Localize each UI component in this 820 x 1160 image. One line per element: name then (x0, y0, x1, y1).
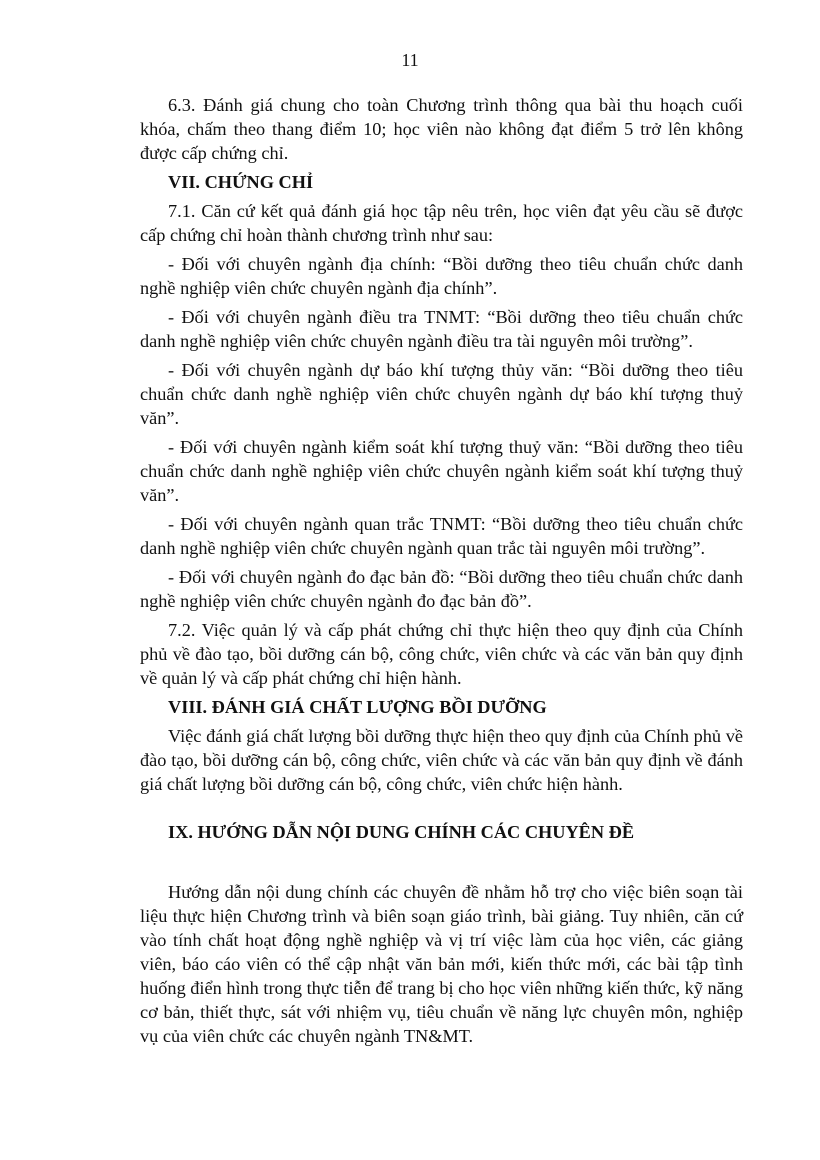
heading-viii-quality: VIII. ĐÁNH GIÁ CHẤT LƯỢNG BỒI DƯỠNG (168, 697, 547, 717)
paragraph-7-2: 7.2. Việc quản lý và cấp phát chứng chỉ thực hiện theo quy định của Chính phủ về đào tạo, bồi dưỡng cán bộ, công chức, viên chức và các văn bản quy định về quản lý và cấp phát chứng chỉ hiện hành. (140, 620, 743, 688)
document-body (140, 93, 743, 1053)
bullet-quan-trac: - Đối với chuyên ngành quan trắc TNMT: “Bồi dưỡng theo tiêu chuẩn chức danh nghề nghiệp viên chức chuyên ngành quan trắc tài nguyên môi trường”. (140, 514, 743, 558)
bullet-dia-chinh: - Đối với chuyên ngành địa chính: “Bồi dưỡng theo tiêu chuẩn chức danh nghề nghiệp viên chức chuyên ngành địa chính”. (140, 254, 743, 298)
paragraph-viii: Việc đánh giá chất lượng bồi dưỡng thực hiện theo quy định của Chính phủ về đào tạo, bồi dưỡng cán bộ, công chức, viên chức và các văn bản quy định về đánh giá chất lượng bồi dưỡng cán bộ, công chức, viên chức hiện hành. (140, 726, 743, 794)
page-number: 11 (401, 50, 419, 70)
bullet-kiem-soat: - Đối với chuyên ngành kiểm soát khí tượng thuỷ văn: “Bồi dưỡng theo tiêu chuẩn chức danh nghề nghiệp viên chức chuyên ngành kiểm soát khí tượng thuỷ văn”. (140, 437, 743, 505)
bullet-do-dac: - Đối với chuyên ngành đo đạc bản đồ: “Bồi dưỡng theo tiêu chuẩn chức danh nghề nghiệp viên chức chuyên ngành đo đạc bản đồ”. (140, 567, 743, 611)
paragraph-7-1: 7.1. Căn cứ kết quả đánh giá học tập nêu trên, học viên đạt yêu cầu sẽ được cấp chứng chỉ hoàn thành chương trình như sau: (140, 201, 743, 245)
bullet-du-bao: - Đối với chuyên ngành dự báo khí tượng thủy văn: “Bồi dưỡng theo tiêu chuẩn chức danh nghề nghiệp viên chức chuyên ngành dự báo khí tượng thuỷ văn”. (140, 360, 743, 428)
heading-vii-certificate: VII. CHỨNG CHỈ (168, 172, 314, 192)
paragraph-6-3: 6.3. Đánh giá chung cho toàn Chương trình thông qua bài thu hoạch cuối khóa, chấm theo thang điểm 10; học viên nào không đạt điểm 5 trở lên không được cấp chứng chỉ. (140, 95, 743, 163)
heading-ix-guidance: IX. HƯỚNG DẪN NỘI DUNG CHÍNH CÁC CHUYÊN ĐỀ (168, 822, 635, 842)
paragraph-ix: Hướng dẫn nội dung chính các chuyên đề nhằm hỗ trợ cho việc biên soạn tài liệu thực hiện Chương trình và biên soạn giáo trình, bài giảng. Tuy nhiên, căn cứ vào tính chất hoạt động nghề nghiệp và vị trí việc làm của học viên, các giảng viên, báo cáo viên có thể cập nhật văn bản mới, kiến thức mới, các bài tập tình huống điển hình trong thực tiễn để trang bị cho học viên những kiến thức, kỹ năng cơ bản, thiết thực, sát với nhiệm vụ, tiêu chuẩn về năng lực chuyên môn, nghiệp vụ của viên chức các chuyên ngành TN&MT. (140, 882, 743, 1046)
bullet-dieu-tra: - Đối với chuyên ngành điều tra TNMT: “Bồi dưỡng theo tiêu chuẩn chức danh nghề nghiệp viên chức chuyên ngành điều tra tài nguyên môi trường”. (140, 307, 743, 351)
